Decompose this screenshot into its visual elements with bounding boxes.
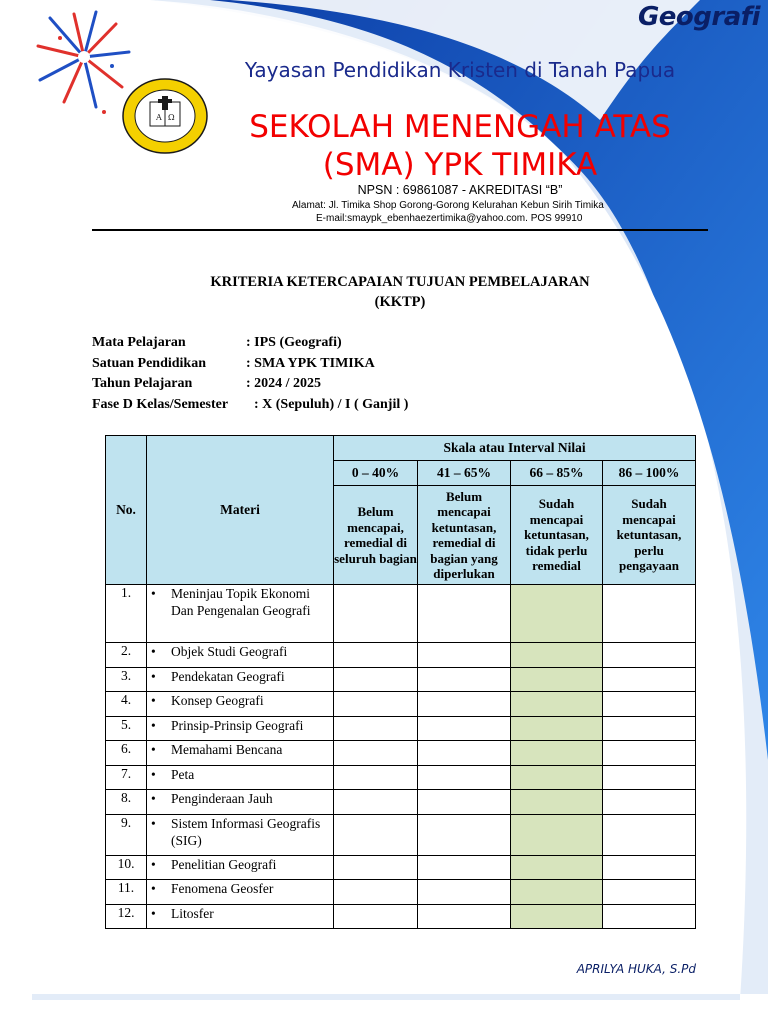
school-email: E-mail:smaypk_ebenhaezertimika@yahoo.com. POS 99910 — [316, 213, 583, 224]
score-cell — [334, 880, 418, 905]
score-cell — [418, 765, 511, 790]
meta-value: : SMA YPK TIMIKA — [246, 355, 375, 371]
score-cell — [603, 880, 696, 905]
kktp-table — [105, 435, 696, 929]
score-cell — [603, 765, 696, 790]
row-number: 11. — [106, 880, 147, 905]
interval-header: 41 – 65% — [418, 461, 511, 486]
meta-value: : 2024 / 2025 — [246, 376, 322, 391]
row-materi — [147, 741, 334, 766]
bullet-icon: • — [151, 586, 156, 601]
score-cell — [418, 790, 511, 815]
materi-text: Objek Studi Geografi — [171, 644, 288, 659]
table-row — [106, 585, 696, 643]
meta-label: Fase D Kelas/Semester — [92, 396, 229, 412]
bullet-icon: • — [151, 693, 156, 708]
interval-header: 0 – 40% — [334, 461, 418, 486]
materi-text: Penelitian Geografi — [171, 856, 277, 872]
row-number: 4. — [106, 692, 147, 717]
score-cell — [334, 814, 418, 855]
row-materi — [147, 814, 334, 855]
score-cell — [511, 667, 603, 692]
school-seal-logo-icon — [122, 78, 208, 154]
materi-line — [147, 717, 333, 734]
row-materi — [147, 585, 334, 643]
document-title — [150, 272, 650, 312]
score-cell — [603, 716, 696, 741]
materi-text: Pendekatan Geografi — [171, 668, 285, 684]
materi-text: Memahami Bencana — [171, 742, 283, 757]
bullet-icon: • — [151, 668, 156, 684]
materi-line — [147, 585, 333, 619]
materi-line — [147, 692, 333, 709]
score-cell — [511, 880, 603, 905]
score-cell — [418, 667, 511, 692]
row-materi — [147, 643, 334, 668]
row-number: 6. — [106, 741, 147, 766]
bullet-icon: • — [151, 905, 156, 921]
score-cell — [511, 765, 603, 790]
score-cell — [603, 643, 696, 668]
score-cell — [334, 741, 418, 766]
score-cell — [334, 667, 418, 692]
table-row — [106, 855, 696, 880]
bullet-icon: • — [151, 815, 156, 831]
score-cell — [334, 904, 418, 929]
svg-text:Ω: Ω — [168, 113, 175, 122]
row-number: 5. — [106, 716, 147, 741]
document-title-line2: (KKTP) — [374, 294, 426, 310]
row-number: 3. — [106, 667, 147, 692]
school-contact — [240, 199, 760, 225]
materi-line — [147, 790, 333, 807]
score-cell — [603, 855, 696, 880]
score-cell — [511, 585, 603, 643]
subject-tag: Geografi — [637, 2, 760, 32]
score-cell — [418, 585, 511, 643]
materi-line — [147, 815, 333, 849]
table-row — [106, 741, 696, 766]
bullet-icon: • — [151, 881, 156, 896]
score-cell — [334, 790, 418, 815]
table-row — [106, 692, 696, 717]
column-header-materi: Materi — [147, 436, 334, 585]
interval-description: Belum mencapai ketuntasan, remedial di bagian yang diperlukan — [418, 486, 511, 585]
materi-line — [147, 741, 333, 758]
materi-text: Penginderaan Jauh — [171, 791, 273, 806]
materi-text: Sistem Informasi Geografis (SIG) — [171, 815, 321, 848]
score-cell — [334, 643, 418, 668]
score-cell — [418, 741, 511, 766]
author-signature: APRILYA HUKA, S.Pd — [576, 962, 696, 976]
score-cell — [334, 692, 418, 717]
bullet-icon: • — [151, 717, 156, 733]
score-cell — [418, 814, 511, 855]
meta-label: Tahun Pelajaran — [92, 376, 193, 391]
materi-text: Konsep Geografi — [171, 693, 264, 708]
score-cell — [418, 880, 511, 905]
meta-label: Mata Pelajaran — [92, 335, 186, 350]
interval-description: Belum mencapai, remedial di seluruh bagian — [334, 486, 418, 585]
row-materi — [147, 692, 334, 717]
score-cell — [511, 643, 603, 668]
materi-line — [147, 668, 333, 685]
score-cell — [603, 667, 696, 692]
table-row — [106, 667, 696, 692]
bullet-icon: • — [151, 644, 156, 659]
materi-text: Fenomena Geosfer — [171, 881, 274, 896]
materi-line — [147, 643, 333, 660]
svg-text:A: A — [156, 113, 162, 122]
score-cell — [603, 585, 696, 643]
score-cell — [418, 716, 511, 741]
row-materi — [147, 765, 334, 790]
table-row — [106, 765, 696, 790]
row-number: 1. — [106, 585, 147, 643]
materi-line — [147, 856, 333, 873]
school-npsn: NPSN : 69861087 - AKREDITASI “B” — [357, 183, 563, 197]
score-cell — [334, 716, 418, 741]
table-row — [106, 904, 696, 929]
score-cell — [511, 741, 603, 766]
row-materi — [147, 667, 334, 692]
column-header-scale: Skala atau Interval Nilai — [334, 436, 696, 461]
table-row — [106, 880, 696, 905]
score-cell — [603, 904, 696, 929]
bullet-icon: • — [151, 766, 156, 782]
materi-text: Peta — [171, 766, 195, 782]
score-cell — [334, 765, 418, 790]
interval-description: Sudah mencapai ketuntasan, tidak perlu remedial — [511, 486, 603, 585]
table-row — [106, 790, 696, 815]
score-cell — [418, 855, 511, 880]
score-cell — [418, 643, 511, 668]
materi-line — [147, 766, 333, 783]
materi-line — [147, 880, 333, 897]
score-cell — [418, 692, 511, 717]
meta-value: : IPS (Geografi) — [246, 335, 342, 350]
document-title-line1: KRITERIA KETERCAPAIAN TUJUAN PEMBELAJARAN — [210, 274, 590, 290]
bullet-icon: • — [151, 742, 156, 757]
meta-value: : X (Sepuluh) / I ( Ganjil ) — [254, 396, 409, 412]
row-number: 9. — [106, 814, 147, 855]
interval-description: Sudah mencapai ketuntasan, perlu pengayaan — [603, 486, 696, 585]
school-name: SEKOLAH MENENGAH ATAS (SMA) YPK TIMIKA — [249, 109, 671, 183]
score-cell — [334, 855, 418, 880]
interval-header: 66 – 85% — [511, 461, 603, 486]
table-row — [106, 814, 696, 855]
materi-line — [147, 905, 333, 922]
score-cell — [603, 814, 696, 855]
row-number: 8. — [106, 790, 147, 815]
row-number: 7. — [106, 765, 147, 790]
score-cell — [511, 790, 603, 815]
score-cell — [603, 741, 696, 766]
row-materi — [147, 716, 334, 741]
score-cell — [603, 692, 696, 717]
bullet-icon: • — [151, 791, 156, 806]
row-number: 12. — [106, 904, 147, 929]
row-materi — [147, 855, 334, 880]
row-materi — [147, 880, 334, 905]
table-row — [106, 643, 696, 668]
foundation-name: Yayasan Pendidikan Kristen di Tanah Papua — [244, 58, 676, 82]
materi-text: Meninjau Topik Ekonomi Dan Pengenalan Geografi — [171, 586, 311, 618]
score-cell — [511, 692, 603, 717]
score-cell — [511, 716, 603, 741]
score-cell — [511, 855, 603, 880]
meta-label: Satuan Pendidikan — [92, 355, 206, 371]
school-address: Alamat: Jl. Timika Shop Gorong-Gorong Kelurahan Kebun Sirih Timika — [292, 200, 604, 211]
score-cell — [603, 790, 696, 815]
score-cell — [511, 814, 603, 855]
score-cell — [418, 904, 511, 929]
row-number: 2. — [106, 643, 147, 668]
score-cell — [511, 904, 603, 929]
row-number: 10. — [106, 855, 147, 880]
bullet-icon: • — [151, 856, 156, 872]
materi-text: Litosfer — [171, 905, 214, 921]
column-header-no: No. — [106, 436, 147, 585]
fireworks-decoration-icon — [34, 2, 134, 122]
interval-header: 86 – 100% — [603, 461, 696, 486]
row-materi — [147, 790, 334, 815]
row-materi — [147, 904, 334, 929]
score-cell — [334, 585, 418, 643]
materi-text: Prinsip-Prinsip Geografi — [171, 717, 304, 733]
table-row — [106, 716, 696, 741]
header-divider — [92, 229, 708, 231]
